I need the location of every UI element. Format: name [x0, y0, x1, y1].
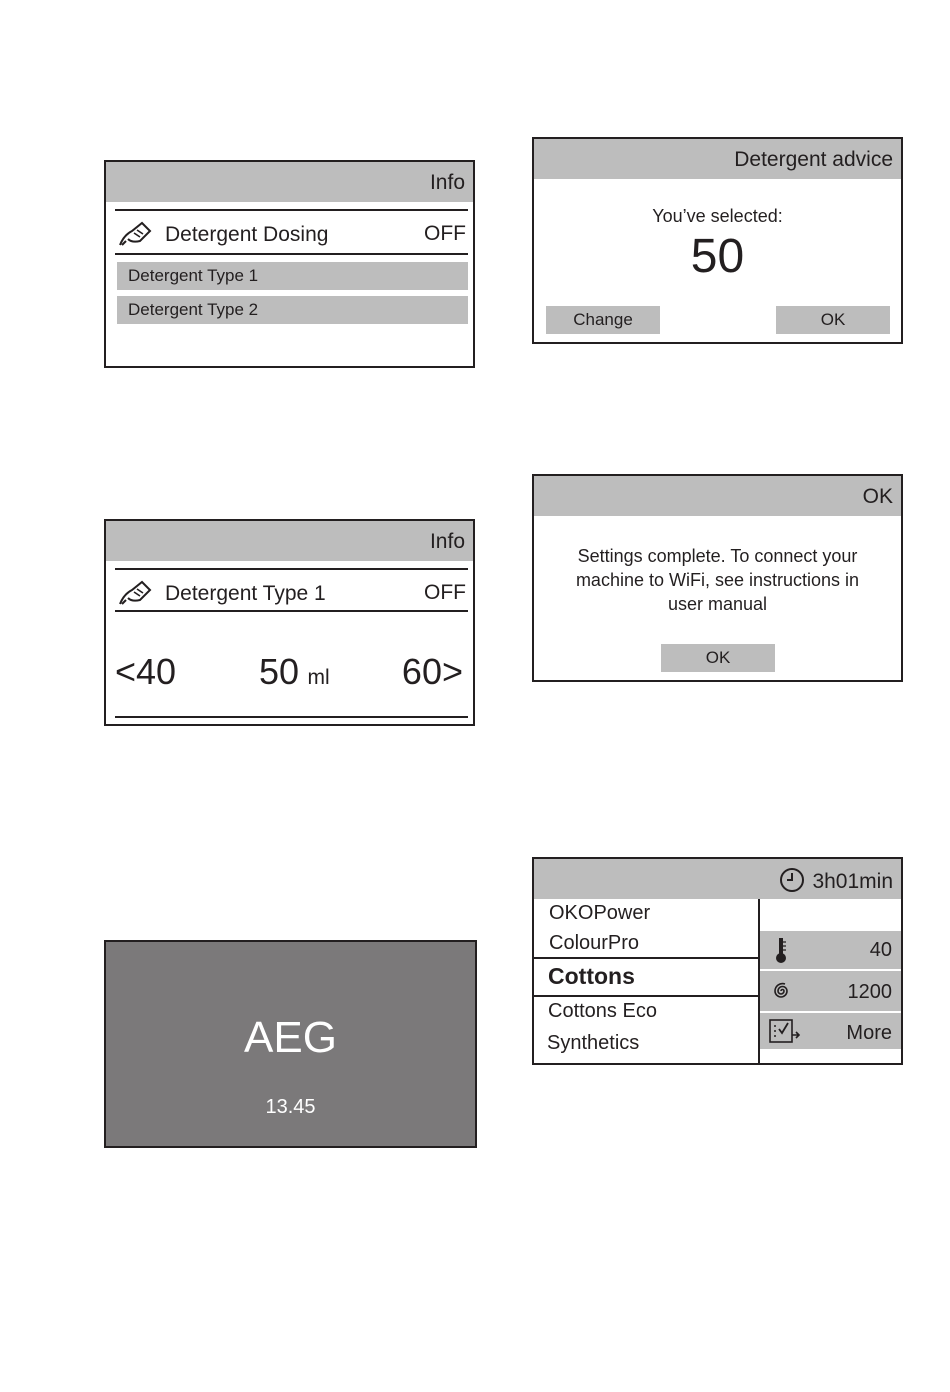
splash-screen [104, 940, 477, 1148]
increment-button[interactable]: 60> [401, 651, 463, 692]
message-line: user manual [667, 594, 768, 614]
detergent-icon [118, 580, 154, 606]
program-item[interactable]: OKOPower [549, 902, 651, 924]
divider [534, 957, 760, 959]
selected-value: 50 [690, 230, 745, 283]
temperature-setting[interactable] [760, 931, 901, 969]
program-selection-screen [532, 857, 903, 1065]
divider [534, 995, 760, 997]
thermometer-icon [774, 936, 788, 964]
screen-header [534, 476, 901, 516]
program-item-selected[interactable]: Cottons [548, 963, 635, 989]
message-line: machine to WiFi, see instructions in [575, 570, 860, 590]
clock-icon [779, 867, 805, 893]
detergent-amount-screen [104, 519, 475, 726]
more-options[interactable] [760, 1013, 901, 1049]
message [534, 544, 901, 616]
header-title: OK [862, 485, 893, 508]
ok-button[interactable]: OK [661, 644, 775, 672]
decrement-button[interactable]: <40 [115, 651, 177, 692]
screen-header [534, 139, 901, 179]
divider [115, 253, 468, 255]
row-value: OFF [424, 581, 466, 604]
change-button[interactable]: Change [546, 306, 660, 334]
divider [115, 568, 468, 570]
header-title: Info [429, 530, 465, 553]
detergent-type-row [118, 579, 466, 609]
option-detergent-type-1[interactable]: Detergent Type 1 [117, 262, 468, 290]
selected-label: You’ve selected: [652, 206, 783, 226]
row-label: Detergent Type 1 [165, 582, 326, 605]
program-duration: 3h01min [812, 870, 893, 893]
screen-header [106, 162, 473, 202]
divider [115, 716, 468, 718]
spin-setting[interactable] [760, 971, 901, 1011]
program-item[interactable]: Cottons Eco [548, 1000, 657, 1022]
message-line: Settings complete. To connect your [577, 546, 858, 566]
brand-logo: AEG [244, 1013, 337, 1062]
screen-header [534, 859, 901, 899]
program-item[interactable]: Synthetics [547, 1032, 640, 1054]
settings-complete-screen [532, 474, 903, 682]
more-label: More [846, 1022, 892, 1044]
detergent-advice-screen [532, 137, 903, 344]
row-value: OFF [424, 222, 466, 245]
clock-time: 13.45 [265, 1096, 316, 1118]
ok-button[interactable]: OK [776, 306, 890, 334]
spin-icon [772, 981, 792, 1001]
spin-value: 1200 [847, 981, 892, 1003]
program-item[interactable]: ColourPro [549, 932, 640, 954]
temperature-value: 40 [869, 939, 892, 961]
amount-number: 50 [259, 651, 300, 692]
divider [115, 610, 468, 612]
options-icon [768, 1017, 802, 1045]
amount-unit: ml [307, 666, 330, 689]
header-title: Detergent advice [734, 148, 893, 171]
detergent-icon [118, 221, 154, 247]
screen-header [106, 521, 473, 561]
option-detergent-type-2[interactable]: Detergent Type 2 [117, 296, 468, 324]
header-title: Info [429, 171, 465, 194]
row-label: Detergent Dosing [165, 223, 329, 246]
divider [115, 209, 468, 211]
detergent-dosing-screen [104, 160, 475, 368]
amount-value [259, 651, 330, 693]
detergent-dosing-row[interactable] [118, 220, 466, 250]
